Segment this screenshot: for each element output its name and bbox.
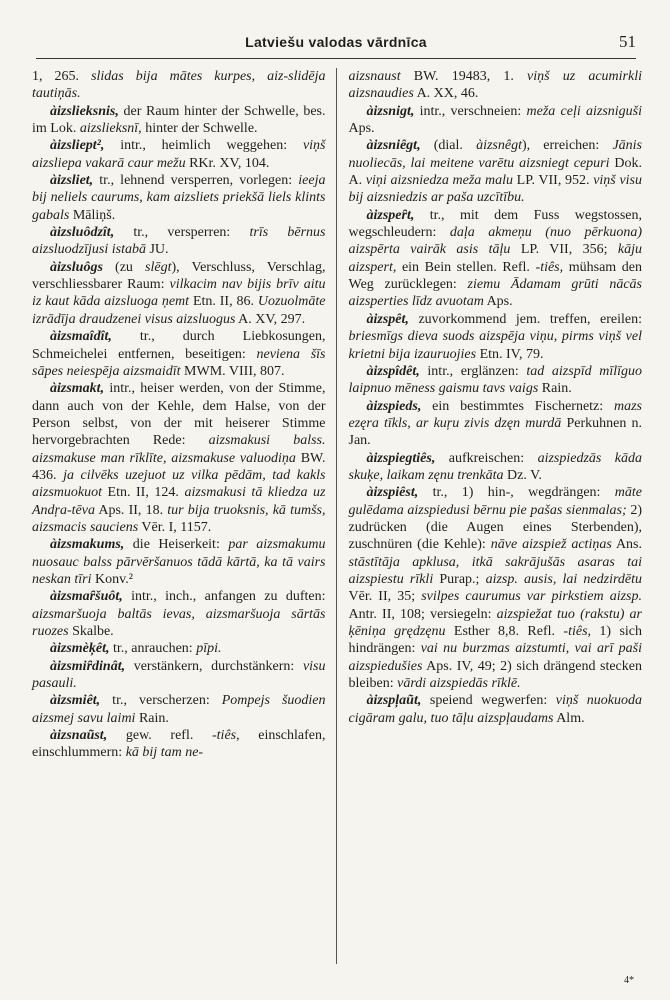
example-text: kā bij tam ne- <box>125 745 204 761</box>
gloss-text: hinter der Schwelle. <box>141 121 258 137</box>
printer-signature: 4* <box>624 975 634 986</box>
gloss-text: intr., inch., anfangen zu duften: <box>122 589 326 605</box>
example-text: mazs ezęra tīkls, ar kuŗu zivis dzęn murdā <box>348 398 642 431</box>
example-text: aizsp. ausis, lai nedzirdētu <box>485 571 642 587</box>
gloss-text: Ans. <box>611 537 642 553</box>
gloss-text: RKr. XV, 104. <box>185 155 270 171</box>
gloss-text: tr., 1) hin-, wegdrängen: <box>418 485 615 501</box>
headword: àizspeȓt, <box>366 207 415 223</box>
example-text: aizslieksnī, <box>79 121 142 137</box>
dictionary-entry <box>32 103 326 138</box>
gloss-text: ), Verschluss, Verschlag, verschliessbarer Raum: <box>32 259 326 293</box>
dictionary-entry <box>32 259 326 328</box>
example-text: aizsmakusi tā kliedza uz Andŗa-tēva <box>32 485 326 518</box>
example-text: slidas bija mātes kurpes, aiz-slidēja tautiņās. <box>32 69 326 102</box>
gloss-text: intr., verschneien: <box>414 103 527 119</box>
gloss-text: mühsam den Weg zurücklegen: <box>348 259 642 293</box>
headword: àizsmiêt, <box>50 693 101 709</box>
gloss-text: Rain. <box>538 381 572 397</box>
gloss-text: Purap.; <box>433 571 486 587</box>
right-column <box>336 68 653 964</box>
page-header <box>36 30 636 60</box>
example-text: svilpes caurumus var pirkstiem aizsp. <box>421 589 642 605</box>
gloss-text: die Heiserkeit: <box>124 537 229 553</box>
dictionary-entry <box>349 137 643 206</box>
dictionary-entry <box>349 450 643 485</box>
gloss-text: MWM. VIII, 807. <box>180 363 285 379</box>
example-text: aizsnaust <box>348 69 401 84</box>
example-text: viņš visu bij aizsniedzis ar paša uzcītību. <box>348 173 642 206</box>
gloss-text: einschlafen, einschlummern: <box>32 728 326 761</box>
headword: àizspiêst, <box>366 485 419 501</box>
gloss-text: Skalbe. <box>68 624 114 639</box>
example-text: daļa akmeņu (nuo pērkuona) aizspērta vairāk asis tāļu <box>348 225 642 258</box>
headword: àizsniêgt, <box>366 138 421 154</box>
headword: àizsluôdzît, <box>50 225 115 241</box>
dictionary-entry <box>32 727 326 762</box>
example-text: aizsmakusi balss. aizsmakuse man rīklīte, aizsmakuse valuodiņa <box>32 433 326 466</box>
gloss-text: LP. VII, 952. <box>512 173 594 189</box>
example-text: par aizsmakumu nuosauc balss pārvēršanuos tādā kārtā, ka tā vairs neskan tīri <box>32 537 326 587</box>
gloss-text: Esther 8,8. Refl. <box>445 624 564 639</box>
example-text: briesmīgs dieva suods aizspēja viņu, pirms viņš vel krietni bija izauruojies <box>348 329 642 362</box>
headword: àizspieds, <box>366 398 422 414</box>
gloss-text: Aps. II, 18. <box>94 502 168 518</box>
gloss-text: tr., mit dem Fuss wegstossen, wegschleudern: <box>348 207 642 241</box>
headword: àizsmaȓšuôt, <box>50 589 123 605</box>
gloss-text: ), erreichen: <box>521 138 613 154</box>
dictionary-entry <box>32 137 326 172</box>
dictionary-entry <box>349 103 643 138</box>
gloss-text: (zu <box>102 259 146 275</box>
gloss-text: gew. refl. <box>107 728 212 744</box>
headword: àizsnigt, <box>366 103 415 119</box>
example-text: vārdi aizspiedās rīklē. <box>397 676 521 692</box>
headword: àizspiegtiês, <box>366 450 436 466</box>
example-text: ieeja bij neliels caurums, kam aizsliets priekšā liels klints gabals <box>32 173 326 223</box>
dictionary-entry <box>349 398 643 450</box>
headword: àizslieksnis, <box>50 103 119 119</box>
gloss-text: verstänkern, durchstänkern: <box>125 658 303 674</box>
dictionary-entry <box>32 536 326 588</box>
gloss-text: zuvorkommend jem. treffen, ereilen: <box>408 311 642 327</box>
headword: àizsliept², <box>50 138 105 154</box>
gloss-text: Konv.² <box>91 571 133 587</box>
gloss-text: intr., heiser werden, von der Stimme, dann auch von der Kehle, dem Halse, von der Person selbst, von der mit heiserer Stimme hervorgebrachten Rede: <box>32 381 326 449</box>
gloss-text: intr., heimlich weggehen: <box>104 138 303 154</box>
example-text: ja cilvēks uzejuot uz vilka pēdām, tad kakls aizsmuokuot <box>32 467 326 501</box>
example-text: viņš uz acumirkli aizsnaudies <box>348 69 642 102</box>
dictionary-entry <box>32 328 326 380</box>
header-rule <box>36 58 636 59</box>
page-number: 51 <box>619 32 636 51</box>
example-text: nāve aizspiež actiņas <box>490 537 612 553</box>
example-text: aizspiežat tuo (rakstu) ar ķēniņa grędzęnu <box>348 606 642 639</box>
example-text: vilkacim nav bijis brīv aitu iz kaut kāda aizsluoga ņemt <box>32 277 326 310</box>
continued-entry <box>32 68 326 103</box>
dictionary-entry <box>349 207 643 311</box>
gloss-text: BW. 436. <box>32 450 326 483</box>
dictionary-entry <box>349 363 643 398</box>
example-text: -tiês, <box>535 259 564 275</box>
dictionary-entry <box>349 484 643 692</box>
dictionary-entry <box>32 380 326 536</box>
dictionary-columns <box>20 68 652 964</box>
headword: àizsmiȓdinât, <box>50 658 126 674</box>
gloss-text: Perkuhnen n. Jan. <box>348 415 642 449</box>
example-text: aizspiedzās kāda skuķe, laikam zęnu trenkāta <box>348 450 642 483</box>
example-text: stāstītāja apklusa, itkā sakrājušās asaras tai aizspiestu rīkli <box>348 554 642 587</box>
gloss-text: Etn. IV, 79. <box>476 346 544 362</box>
example-text: -tiês, <box>212 728 240 744</box>
dictionary-entry <box>32 692 326 727</box>
headword: àizsluôgs <box>50 259 103 275</box>
example-text: vai nu burzmas aizstumti, vai arī paši aizspiedušies <box>348 641 642 674</box>
gloss-text: Dok. A. <box>348 155 642 189</box>
gloss-text: tr., verscherzen: <box>100 693 222 709</box>
headword: àizsnaũst, <box>50 728 108 744</box>
gloss-text: der Raum hinter der Schwelle, bes. im Lok. <box>32 103 326 137</box>
gloss-text: A. XX, 46. <box>413 86 479 102</box>
gloss-text: tr., durch Liebkosungen, Schmeichelei entfernen, beseitigen: <box>32 329 326 362</box>
gloss-text: aufkreischen: <box>435 450 538 466</box>
gloss-text: ein bestimmtes Fischernetz: <box>421 398 614 414</box>
example-text: visu pasauli. <box>32 658 326 692</box>
gloss-text: ein Bein stellen. Refl. <box>396 259 536 275</box>
dictionary-entry <box>32 172 326 224</box>
headword: àizspîdêt, <box>366 363 420 379</box>
gloss-text: (dial. <box>420 138 477 154</box>
example-text: aizsmaršuoja baltās ievas, aizsmaršuoja sārtās ruozes <box>32 606 326 639</box>
dictionary-entry <box>32 588 326 640</box>
dictionary-entry <box>32 640 326 657</box>
gloss-text: Etn. II, 124. <box>102 485 185 501</box>
dictionary-entry <box>349 692 643 727</box>
gloss-text: tr., anrauchen: <box>109 641 197 657</box>
example-text: ziemu Ādamam grūti nācās aizsperties līdz avuotam <box>348 277 642 310</box>
example-text: Uozuolmāte izrādīja draudzenei visus aizsluogus <box>32 294 326 327</box>
dictionary-entry <box>32 658 326 693</box>
gloss-text: Vēr. II, 35; <box>348 589 422 605</box>
gloss-text: Aps. <box>483 294 513 310</box>
dictionary-entry <box>349 311 643 363</box>
gloss-text: Vēr. I, 1157. <box>138 519 212 535</box>
continued-entry <box>349 68 643 103</box>
gloss-text: Alm. <box>553 710 585 726</box>
example-text: tad aizspīd mīlīguo laipnuo mēness gaismu tavs vaigs <box>348 363 642 397</box>
example-text: trīs bērnus aizsluodzījusi istabā <box>32 225 326 258</box>
headword: àizsmèķêt, <box>50 641 110 657</box>
gloss-text: Rain. <box>135 710 169 726</box>
gloss-text: Etn. II, 86. <box>189 294 258 310</box>
gloss-text: A. XV, 297. <box>235 311 306 327</box>
example-text: slēgt <box>145 259 172 275</box>
gloss-text: BW. 19483, 1. <box>400 69 528 84</box>
headword: àizsmakums, <box>50 537 125 553</box>
gloss-text: Māliņš. <box>69 207 116 223</box>
gloss-text: JU. <box>145 242 169 258</box>
gloss-text: speiend wegwerfen: <box>421 693 556 709</box>
headword: àizspļaũt, <box>366 693 422 709</box>
gloss-text: Aps. IV, 49; 2) sich drängend stecken bleiben: <box>348 658 642 692</box>
gloss-text: 1, 265. <box>32 69 92 84</box>
gloss-text: tr., lehnend versperren, vorlegen: <box>93 173 299 189</box>
gloss-text: Antr. II, 108; versiegeln: <box>348 606 497 622</box>
running-title: Latviešu valodas vārdnīca <box>245 34 427 50</box>
example-text: meža ceļi aizsniguši <box>526 103 642 119</box>
example-text: neviena šīs sāpes neiespēja aizsmaidīt <box>32 346 326 379</box>
example-text: viņš aizsliepa vakarā caur mežu <box>32 138 326 171</box>
example-text: viņš nuokuoda cigāram galu, tuo tāļu aizspļaudams <box>348 693 643 726</box>
example-text: pīpi. <box>196 641 222 657</box>
example-text: kāju aizspert, <box>348 242 643 275</box>
headword: àizsliet, <box>50 173 94 189</box>
gloss-text: tr., versperren: <box>114 225 250 241</box>
example-text: tur bija truoksnis, kā tumšs, aizsmacis sauciens <box>32 502 326 535</box>
headword: àizspêt, <box>366 311 409 327</box>
example-text: àizsnêgt <box>476 138 522 154</box>
left-column <box>20 68 336 964</box>
gloss-text: 1) sich hindrängen: <box>348 624 642 657</box>
headword: àizsmakt, <box>50 381 105 397</box>
example-text: Pompejs šuodien aizsmej savu laimi <box>32 693 326 726</box>
gloss-text: intr., erglänzen: <box>419 363 527 379</box>
example-text: -tiês, <box>563 624 592 639</box>
example-text: viņi aizsniedza meža malu <box>365 173 513 189</box>
example-text: māte gulēdama aizspiedusi bērnu pie pašas sienmalas; <box>348 485 642 518</box>
gloss-text: Dz. V. <box>503 467 542 483</box>
gloss-text: LP. VII, 356; <box>510 242 618 258</box>
gloss-text: 2) zudrücken (die Augen eines Sterbenden), zuschnüren (die Kehle): <box>348 502 642 553</box>
dictionary-entry <box>32 224 326 259</box>
gloss-text: Aps. <box>348 121 375 137</box>
headword: àizsmaîdît, <box>50 329 112 345</box>
example-text: Jānis nuoliecās, lai meitene varētu aizsniegt cepuri <box>348 138 642 171</box>
